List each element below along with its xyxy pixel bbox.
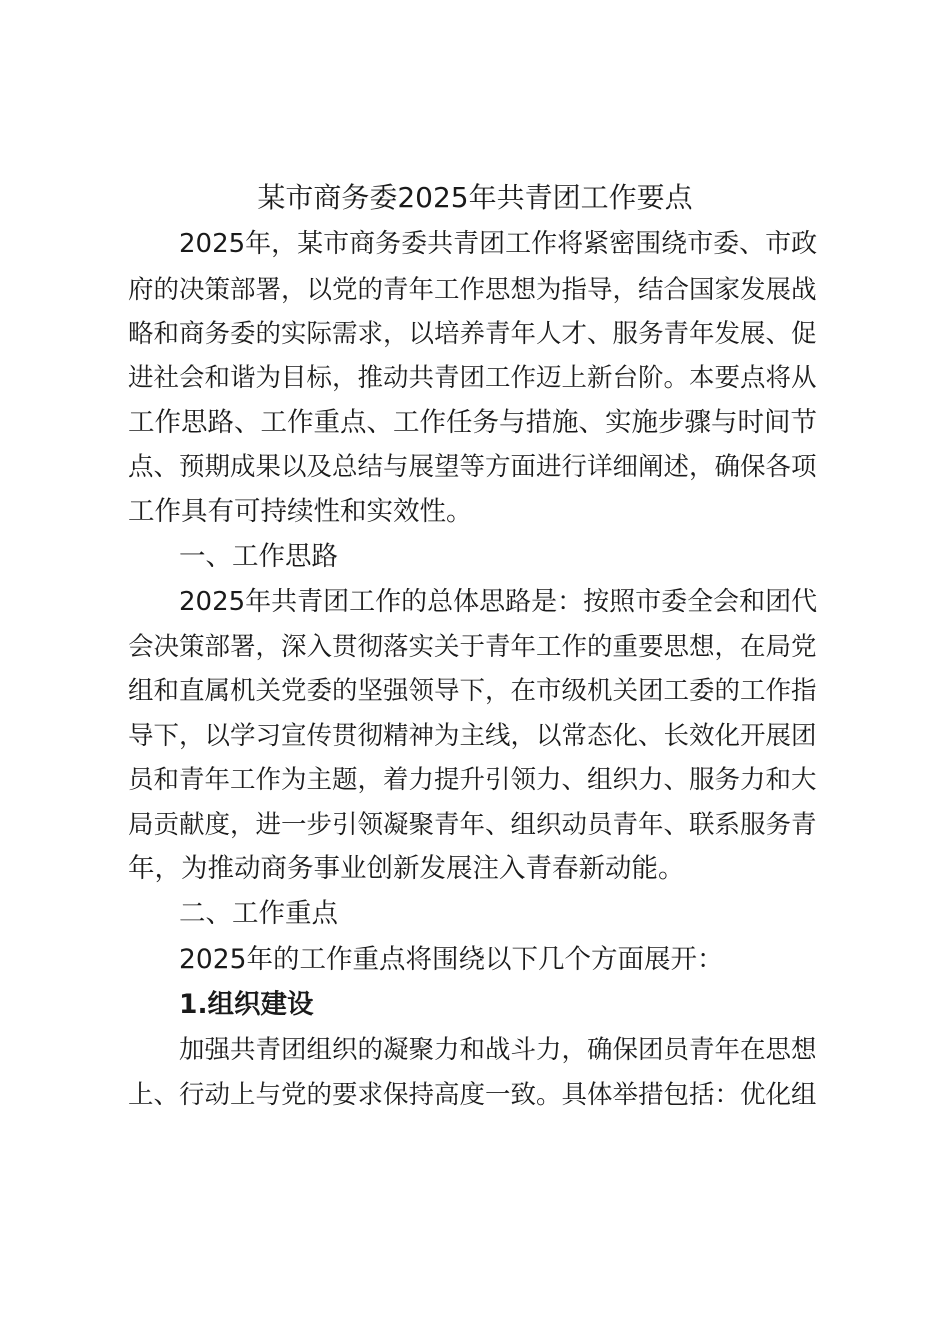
paragraph-line: 略和商务委的实际需求，以培养青年人才、服务青年发展、促	[128, 319, 817, 349]
paragraph-line: 工作具有可持续性和实效性。	[128, 496, 473, 527]
paragraph-line: 2025年共青团工作的总体思路是：按照市委全会和团代	[179, 587, 818, 617]
paragraph-line: 会决策部署，深入贯彻落实关于青年工作的重要思想，在局党	[128, 632, 817, 662]
paragraph-line: 2025年，某市商务委共青团工作将紧密围绕市委、市政	[179, 229, 818, 259]
paragraph-line: 导下，以学习宣传贯彻精神为主线，以常态化、长效化开展团	[128, 721, 817, 751]
subsection-heading: 1.组织建设	[179, 989, 314, 1020]
paragraph-line: 组和直属机关党委的坚强领导下，在市级机关团工委的工作指	[128, 676, 817, 706]
paragraph-line: 府的决策部署，以党的青年工作思想为指导，结合国家发展战	[128, 275, 817, 305]
paragraph-line: 上、行动上与党的要求保持高度一致。具体举措包括：优化组	[128, 1080, 817, 1110]
section-heading: 一、工作思路	[179, 541, 338, 572]
paragraph-line: 工作思路、工作重点、工作任务与措施、实施步骤与时间节	[128, 407, 817, 438]
document-title: 某市商务委2025年共青团工作要点	[257, 181, 693, 214]
paragraph-line: 局贡献度，进一步引领凝聚青年、组织动员青年、联系服务青	[128, 810, 817, 840]
paragraph-line: 年，为推动商务事业创新发展注入青春新动能。	[128, 853, 685, 884]
paragraph-line: 2025年的工作重点将围绕以下几个方面展开：	[179, 944, 724, 975]
paragraph-line: 进社会和谐为目标，推动共青团工作迈上新台阶。本要点将从	[128, 363, 817, 393]
paragraph-line: 员和青年工作为主题，着力提升引领力、组织力、服务力和大	[128, 765, 817, 795]
paragraph-line: 加强共青团组织的凝聚力和战斗力，确保团员青年在思想	[179, 1035, 817, 1065]
section-heading: 二、工作重点	[179, 898, 338, 929]
paragraph-line: 点、预期成果以及总结与展望等方面进行详细阐述，确保各项	[128, 452, 817, 482]
